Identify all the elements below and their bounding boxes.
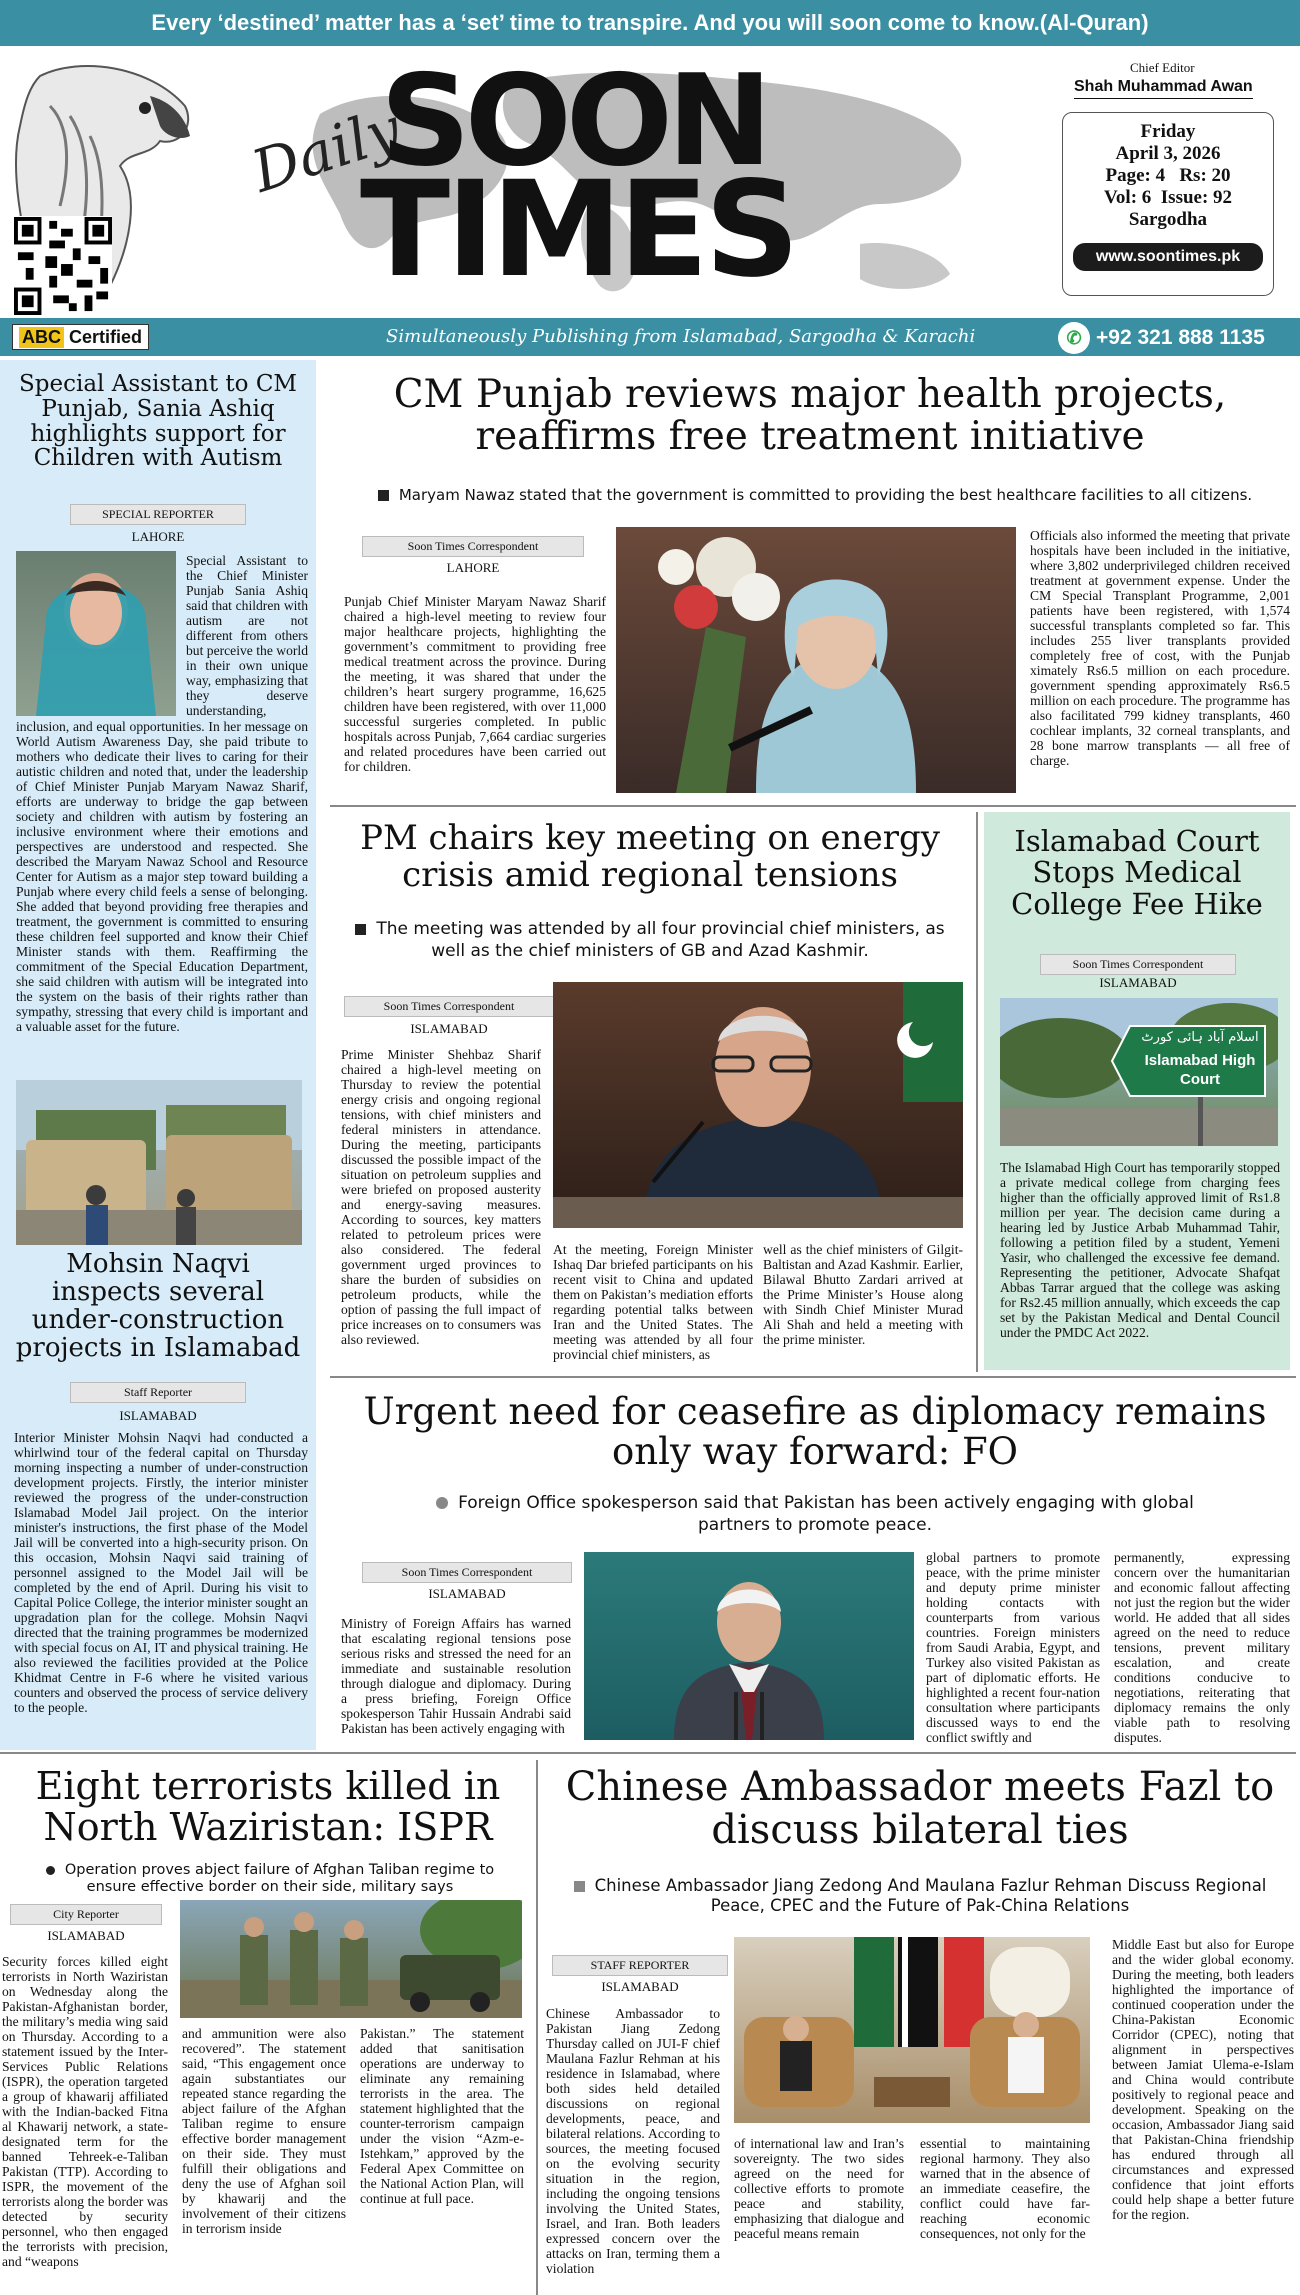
autism-dateline: LAHORE	[131, 529, 185, 544]
court-sign-photo	[1000, 998, 1278, 1146]
issue-info-box	[1062, 112, 1274, 296]
ispr-body-right: Pakistan.” The statement added that sanitisation operations are underway to eliminate any remaining terrorists in the area. The statement highlighted that the counter-terrorism campaign under the vision “Azm-e-Istehkam,” approved by the Federal Apex Committee on the National Action Plan, will continue at full pace.	[360, 2026, 524, 2206]
autism-body-wrap: Special Assistant to the Chief Minister Punjab Sania Ashiq said that children with autism are not different from others but perceive the world in their own unique way, emphasizing that they deserve understanding,	[186, 553, 308, 718]
bullet-icon	[355, 924, 366, 935]
court-body: The Islamabad High Court has temporarily stopped a private medical college from charging fees higher than the officially approved limit of Rs1.8 million per year. The decision came during a hearing led by Justice Arbab Muhammad Tahir, following a petition filed by a student, Yemeni Yasir, who challenged the excessive fee demand. Representing the petitioner, Advocate Shafqat Abbas Tarrar argued that the college was asking for Rs2.45 million annually, which exceeds the cap set by the Pakistan Medical and Dental Council under the PMDC Act 2022.	[1000, 1160, 1280, 1340]
phone-contact[interactable]	[1058, 322, 1265, 354]
times-wordmark: TIMES	[360, 153, 796, 307]
abc-certified-badge	[12, 324, 149, 350]
shehbaz-sharif-photo	[553, 982, 963, 1228]
issue-page-price: Page: 4 Rs: 20	[1105, 165, 1231, 186]
fo-spokesperson-photo	[584, 1552, 914, 1740]
court-sign-urdu: اسلام آباد ہائی کورٹ	[1141, 1030, 1259, 1045]
court-dateline: ISLAMABAD	[1099, 975, 1177, 990]
website-link[interactable]: www.soontimes.pk	[1073, 243, 1263, 271]
china-subheadline	[570, 1876, 1270, 1916]
health-body-left: Punjab Chief Minister Maryam Nawaz Sharif chaired a high-level meeting to review four major healthcare projects, highlighting the government’s commitment to providing free medical treatment across the province. During the meeting, it was shared that under the children’s heart surgery programme, 16,625 children have been registered, with over 11,000 successful surgeries completed. In public hospitals across Punjab, 7,664 cardiac surgeries and related procedures have been carried out for children.	[344, 594, 606, 774]
energy-byline-tag: Soon Times Correspondent	[344, 996, 554, 1017]
qr-code	[14, 216, 112, 316]
divider	[0, 1752, 1296, 1754]
autism-body: inclusion, and equal opportunities. In her message on World Autism Awareness Day, she paid tribute to mothers who dedicate their lives to caring for their autistic children and noted that, under the leadership of Chief Minister Punjab Maryam Nawaz Sharif, efforts are underway to bridge the gap between society and children with autism by fostering an inclusive environment where their emotions and perspectives are understood and respected. She described the Maryam Nawaz School and Resource Center for Autism as a major step toward building a Punjab where every child feels a sense of belonging. She added that beyond providing free therapies and treatment, the government is committed to ensuring these children feel supported and know their Chief Minister stands with them. Reaffirming the commitment of the Special Education Department, she said children with autism will be integrated into the system on the basis of their rights rather than sympathy, stressing that every child is important and a valuable asset for the future.	[16, 719, 308, 1034]
court-headline: Islamabad Court Stops Medical College Fee Hike	[1011, 824, 1263, 921]
ispr-body-left: Security forces killed eight terrorists in North Waziristan on Wednesday along the Pakistan-Afghanistan border, the military’s media wing said on Thursday. According to a statement issued by the Inter-Services Public Relations (ISPR), the operation targeted a group of khawarij affiliated with the Indian-backed Fitna al Khawarij network, a state-designated term for the banned Tehreek-e-Taliban Pakistan (TTP). According to ISPR, the movement of the terrorists along the border was detected by security personnel, who then engaged the terrorists with precision, and “weapons	[2, 1954, 168, 2269]
issue-date: April 3, 2026	[1115, 143, 1221, 164]
chief-editor-name: Shah Muhammad Awan	[1074, 78, 1253, 99]
court-sign-en-2: Court	[1180, 1071, 1220, 1088]
fo-headline: Urgent need for ceasefire as diplomacy remains only way forward: FO	[363, 1390, 1267, 1473]
china-body-mid: of international law and Iran’s sovereignty. The two sides agreed on the need for collective efforts to promote peace and stability, emphasizing that dialogue and peaceful means remain	[734, 2136, 904, 2241]
ispr-subheadline	[20, 1862, 520, 1896]
china-body-right: Middle East but also for Europe and the wider global economy. During the meeting, both leaders highlighted the importance of continued cooperation under the China-Pakistan Economic Corridor (CPEC), noting that alignment in perspectives between Jamiat Ulema-e-Islam and China would contribute positively to regional peace and development. Speaking on the occasion, Ambassador Jiang said that Pakistan-China friendship has endured through all circumstances and expressed confidence that joint efforts could help shape a better future for the region.	[1112, 1937, 1294, 2222]
health-headline: CM Punjab reviews major health projects, reaffirms free treatment initiative	[393, 372, 1227, 460]
naqvi-inspection-photo	[16, 1080, 302, 1245]
energy-body-right: well as the chief ministers of Gilgit-Baltistan and Azad Kashmir. Earlier, Bilawal Bhutto Zardari arrived at the Prime Minister’s House along with Sindh Chief Minister Murad Ali Shah and held a meeting with the prime minister.	[763, 1242, 963, 1347]
health-sub-text: Maryam Nawaz stated that the government is committed to providing the best healthcare facilities to all citizens.	[398, 486, 1253, 504]
energy-headline: PM chairs key meeting on energy crisis amid regional tensions	[360, 818, 940, 895]
certified-label: Certified	[69, 326, 143, 347]
fo-body-right: permanently, expressing concern over the humanitarian and economic fallout affecting not just the region but the wider world. He added that all sides agreed on the need to reduce tensions, prevent military escalation, and create conditions conducive to negotiations, reiterating that diplomacy remains the only viable path to resolving disputes.	[1114, 1550, 1290, 1745]
health-dateline: LAHORE	[446, 560, 500, 575]
chief-editor-label: Chief Editor	[1130, 60, 1195, 75]
fo-subheadline	[420, 1492, 1210, 1536]
fo-sub-text: Foreign Office spokesperson said that Pakistan has been actively engaging with global partners to promote peace.	[458, 1493, 1194, 1536]
fo-body-left: Ministry of Foreign Affairs has warned that escalating regional tensions pose serious risks and stressed the need for an immediate and sustainable resolution through dialogue and diplomacy. During a press briefing, Foreign Office spokesperson Tahir Hussain Andrabi said Pakistan has been actively engaging with	[341, 1616, 571, 1736]
naqvi-dateline: ISLAMABAD	[119, 1408, 197, 1423]
health-body-right: Officials also informed the meeting that private hospitals have been included in the initiative, where 3,802 underprivileged children received treatment at government expense. Under the CM Special Transplant Programme, 2,001 patients have been registered, with 1,574 successful transplants completed so far. This includes 255 liver transplants provided completely free of cost, with the Punjab ximately Rs6.5 million on each procedure. government spending approximately Rs6.5 million on each procedure. The programme has also facilitated 799 kidney transplants, 460 cochlear implants, 32 corneal transplants, and 28 bone marrow transplants — all free of charge.	[1030, 528, 1290, 768]
divider	[330, 805, 1296, 807]
health-byline-tag: Soon Times Correspondent	[362, 536, 584, 557]
naqvi-headline: Mohsin Naqvi inspects several under-construction projects in Islamabad	[15, 1249, 301, 1364]
soldiers-photo	[180, 1900, 522, 2018]
china-byline-tag: STAFF REPORTER	[552, 1955, 728, 1976]
fo-dateline: ISLAMABAD	[428, 1586, 506, 1601]
china-dateline: ISLAMABAD	[601, 1979, 679, 1994]
bullet-icon	[378, 490, 389, 501]
bullet-icon	[436, 1497, 448, 1509]
divider	[976, 812, 978, 1372]
energy-dateline: ISLAMABAD	[410, 1021, 488, 1036]
publishing-strip	[0, 318, 1300, 356]
ispr-headline: Eight terrorists killed in North Waziristan: ISPR	[35, 1764, 501, 1850]
divider	[330, 1376, 1296, 1378]
naqvi-body: Interior Minister Mohsin Naqvi had conducted a whirlwind tour of the federal capital on Thursday morning inspecting a number of under-construction development projects. Firstly, the interior minister reviewed the progress of the under-construction Islamabad Model Jail project. On the interior minister's instructions, the first phase of the Model Jail will be converted into a high-security prison. On this occasion, Mohsin Naqvi said training of personnel assigned to the Model Jail will be completed by the end of April. During his visit to Capital Police College, the interior minister sought an upgradation plan for the college. Mohsin Naqvi directed that the training programmes be modernized with special focus on AI, IT and physical training. He also reviewed the facilities provided at the Police Khidmat Centre in F-6 where he visited various counters and observed the process of service delivery to the people.	[14, 1430, 308, 1715]
naqvi-byline-tag: Staff Reporter	[70, 1382, 246, 1403]
whatsapp-icon: ✆	[1058, 322, 1090, 354]
bullet-icon	[574, 1881, 585, 1892]
issue-city: Sargodha	[1128, 209, 1208, 230]
fo-body-mid: global partners to promote peace, with the prime minister and deputy prime minister holding contacts with counterparts from various countries. Foreign ministers from Saudi Arabia, Egypt, and Turkey also visited Pakistan as part of diplomatic efforts. He highlighted a recent four-nation consultation where participants discussed ways to end the conflict swiftly and	[926, 1550, 1100, 1745]
publishing-cities: Simultaneously Publishing from Islamabad, Sargodha & Karachi	[386, 326, 976, 347]
quote-text: Every ‘destined’ matter has a ‘set’ time to transpire. And you will soon come to know.(Al-Quran)	[151, 10, 1149, 35]
issue-day: Friday	[1140, 121, 1196, 142]
ispr-sub-text: Operation proves abject failure of Afghan Taliban regime to ensure effective border on their side, military says	[64, 1862, 495, 1895]
issue-vol: Vol: 6 Issue: 92	[1103, 187, 1233, 208]
china-sub-text: Chinese Ambassador Jiang Zedong And Maulana Fazlur Rehman Discuss Regional Peace, CPEC and the Future of Pak-China Relations	[594, 1876, 1267, 1915]
fo-byline-tag: Soon Times Correspondent	[362, 1562, 572, 1583]
china-headline: Chinese Ambassador meets Fazl to discuss bilateral ties	[565, 1764, 1275, 1854]
autism-byline-tag: SPECIAL REPORTER	[70, 504, 246, 525]
health-subheadline	[340, 486, 1290, 506]
abc-label: ABC	[19, 327, 64, 348]
sania-ashiq-photo	[16, 551, 176, 716]
energy-body-left: Prime Minister Shehbaz Sharif chaired a high-level meeting on Thursday to review the potential energy crisis and ongoing regional tensions, with chief ministers and federal ministers in attendance. During the meeting, participants discussed the possible impact of the situation on petroleum supplies and were briefed on proposed austerity and energy-saving measures. According to sources, key matters related to petroleum prices were also considered. The federal government urged provinces to share the burden of subsidies on petroleum products, while the option of passing the full impact of price increases on to consumers was also reviewed.	[341, 1047, 541, 1347]
energy-sub-text: The meeting was attended by all four provincial chief ministers, as well as the chief ministers of GB and Azad Kashmir.	[376, 919, 945, 962]
top-quote-banner	[0, 0, 1300, 46]
china-body-left: Chinese Ambassador to Pakistan Jiang Zedong Thursday called on JUI-F chief Maulana Fazlur Rehman at his residence in Islamabad, where both sides held detailed discussions on regional developments, peace, and bilateral relations. According to sources, the meeting focused on the evolving security situation in the region, including the ongoing tensions involving the United States, Israel, and Iran. Both leaders expressed concern over the attacks on Iran, terming them a violation	[546, 2006, 720, 2276]
energy-subheadline	[340, 918, 960, 962]
ispr-body-mid: and ammunition were also recovered”. The statement said, “This engagement once again substantiates our repeated stance regarding the abject failure of the Afghan Taliban regime to ensure effective border management on their side. They must fulfill their obligations and deny the use of Afghan soil by khawarij and the involvement of their citizens in terrorism inside	[182, 2026, 346, 2236]
court-sign-en-1: Islamabad High	[1144, 1052, 1256, 1069]
ispr-byline-tag: City Reporter	[10, 1904, 162, 1925]
masthead	[0, 46, 1300, 318]
daily-wordmark: Daily	[244, 94, 409, 206]
ispr-dateline: ISLAMABAD	[47, 1928, 125, 1943]
china-body-mid2: essential to maintaining regional harmony. They also warned that in the absence of an immediate ceasefire, the conflict could have far-reaching economic consequences, not only for the	[920, 2136, 1090, 2241]
court-byline-tag: Soon Times Correspondent	[1040, 954, 1236, 975]
ambassador-fazl-photo	[734, 1937, 1090, 2123]
divider	[536, 1760, 538, 2295]
maryam-nawaz-photo	[616, 527, 1016, 793]
soon-wordmark: SOON	[380, 47, 767, 194]
autism-headline: Special Assistant to CM Punjab, Sania Ashiq highlights support for Children with Autism	[19, 371, 297, 472]
bullet-icon	[46, 1866, 55, 1875]
energy-body-mid: At the meeting, Foreign Minister Ishaq Dar briefed participants on his recent visit to China and updated them on Pakistan’s mediation efforts regarding potential talks between Iran and the United States. The meeting was attended by all four provincial chief ministers, as	[553, 1242, 753, 1362]
phone-number: +92 321 888 1135	[1096, 326, 1265, 349]
